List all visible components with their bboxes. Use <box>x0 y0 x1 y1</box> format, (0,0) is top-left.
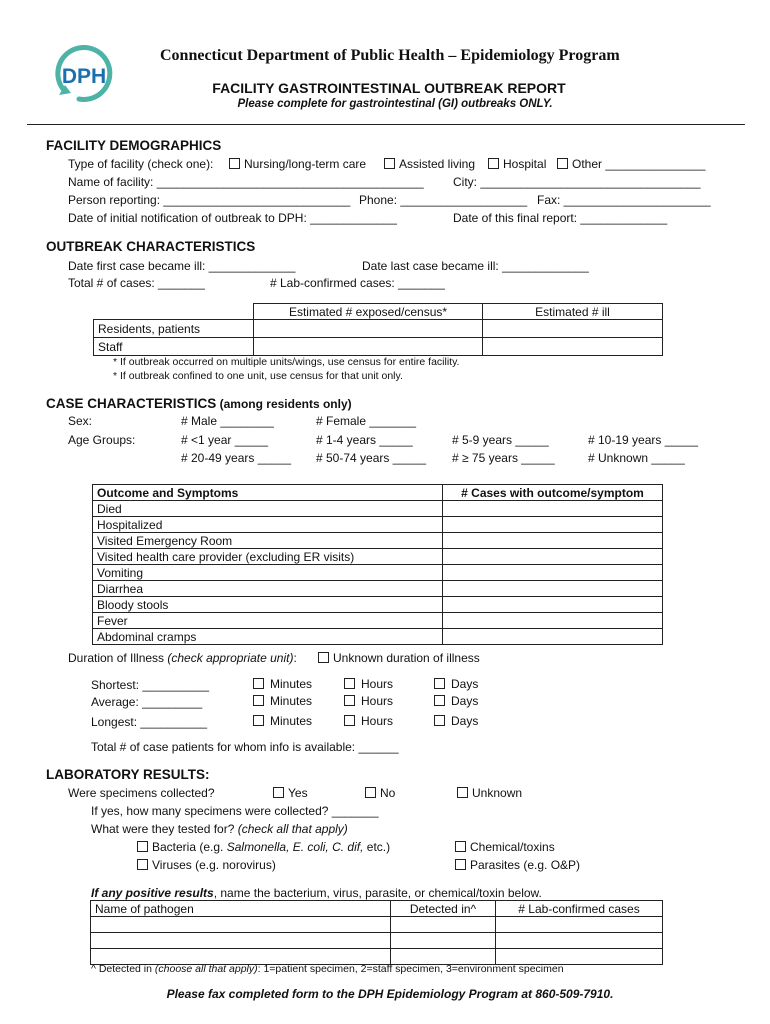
checkbox[interactable] <box>557 158 568 169</box>
checkbox[interactable] <box>455 859 466 870</box>
notification-date-field[interactable]: Date of initial notification of outbreak to DPH: _____________ <box>68 211 397 225</box>
table-input-cell[interactable] <box>91 933 391 949</box>
checkbox[interactable] <box>365 787 376 798</box>
age-field[interactable]: # Unknown _____ <box>588 451 685 465</box>
facility-name-field[interactable]: Name of facility: ________________________________________ <box>68 175 424 189</box>
table-header: # Lab-confirmed cases <box>496 901 663 917</box>
lab-heading: LABORATORY RESULTS: <box>46 767 210 782</box>
total-info-field[interactable]: Total # of case patients for whom info is available: ______ <box>91 740 399 754</box>
table-cell <box>94 304 254 320</box>
female-count-field[interactable]: # Female _______ <box>316 414 417 428</box>
checkbox[interactable] <box>488 158 499 169</box>
male-count-field[interactable]: # Male ________ <box>181 414 274 428</box>
checkbox[interactable] <box>137 859 148 870</box>
specimens-unknown-option[interactable]: Unknown <box>457 786 522 800</box>
checkbox[interactable] <box>434 678 445 689</box>
checkbox[interactable] <box>273 787 284 798</box>
table-input-cell[interactable] <box>443 549 663 565</box>
option-hospital[interactable]: Hospital <box>488 157 546 171</box>
table-row <box>94 320 663 338</box>
svg-text:DPH: DPH <box>61 65 107 88</box>
unit-hours-option[interactable]: Hours <box>344 694 393 708</box>
age-field[interactable]: # 10-19 years _____ <box>588 433 699 447</box>
option-other[interactable]: Other _______________ <box>557 157 705 171</box>
table-input-cell[interactable] <box>443 613 663 629</box>
report-title: FACILITY GASTROINTESTINAL OUTBREAK REPORT <box>212 80 566 96</box>
phone-field[interactable]: Phone: ___________________ <box>359 193 528 207</box>
specimens-yes-option[interactable]: Yes <box>273 786 308 800</box>
census-note-2: * If outbreak confined to one unit, use census for that unit only. <box>113 370 403 382</box>
table-header: Estimated # exposed/census* <box>254 304 483 320</box>
age-field[interactable]: # 50-74 years _____ <box>316 451 427 465</box>
facility-type-label: Type of facility (check one): <box>68 157 214 171</box>
table-input-cell[interactable] <box>483 338 663 356</box>
person-reporting-field[interactable]: Person reporting: ____________________________ <box>68 193 351 207</box>
table-row <box>93 613 663 629</box>
fax-instruction: Please fax completed form to the DPH Epidemiology Program at 860-509-7910. <box>166 987 614 1001</box>
checkbox[interactable] <box>457 787 468 798</box>
table-cell: Vomiting <box>93 565 443 581</box>
document-title: Connecticut Department of Public Health – Epidemiology Program <box>160 47 620 64</box>
unit-hours-option[interactable]: Hours <box>344 714 393 728</box>
test-parasites-option[interactable]: Parasites (e.g. O&P) <box>455 858 580 872</box>
outbreak-heading: OUTBREAK CHARACTERISTICS <box>46 239 256 254</box>
checkbox[interactable] <box>318 652 329 663</box>
table-row <box>91 933 663 949</box>
first-case-date-field[interactable]: Date first case became ill: _____________ <box>68 259 296 273</box>
table-row <box>94 338 663 356</box>
age-field[interactable]: # 20-49 years _____ <box>181 451 292 465</box>
table-input-cell[interactable] <box>443 597 663 613</box>
test-bacteria-option[interactable]: Bacteria (e.g. Salmonella, E. coli, C. dif, etc.) <box>137 840 390 854</box>
census-note-1: * If outbreak occurred on multiple units/wings, use census for entire facility. <box>113 356 460 368</box>
fax-field[interactable]: Fax: ______________________ <box>537 193 711 207</box>
checkbox[interactable] <box>253 678 264 689</box>
table-row <box>93 485 663 501</box>
checkbox[interactable] <box>344 695 355 706</box>
table-row-label: Staff <box>94 338 254 356</box>
total-cases-field[interactable]: Total # of cases: _______ <box>68 276 205 290</box>
unit-days-option[interactable]: Days <box>434 694 478 708</box>
longest-duration-field[interactable]: Longest: __________ <box>91 715 208 729</box>
table-row <box>91 917 663 933</box>
table-input-cell[interactable] <box>496 933 663 949</box>
table-cell: Visited health care provider (excluding ER visits) <box>93 549 443 565</box>
table-row <box>93 533 663 549</box>
table-row <box>93 549 663 565</box>
table-row-label: Residents, patients <box>94 320 254 338</box>
table-input-cell[interactable] <box>254 320 483 338</box>
table-cell: Visited Emergency Room <box>93 533 443 549</box>
table-input-cell[interactable] <box>443 581 663 597</box>
table-input-cell[interactable] <box>443 517 663 533</box>
table-row <box>93 501 663 517</box>
checkbox[interactable] <box>137 841 148 852</box>
pathogen-table <box>90 900 663 965</box>
option-nursing[interactable]: Nursing/long-term care <box>229 157 366 171</box>
table-input-cell[interactable] <box>443 533 663 549</box>
table-header: # Cases with outcome/symptom <box>443 485 663 501</box>
table-row <box>93 517 663 533</box>
test-chemical-option[interactable]: Chemical/toxins <box>455 840 555 854</box>
table-row <box>93 629 663 645</box>
table-header: Estimated # ill <box>483 304 663 320</box>
checkbox[interactable] <box>253 715 264 726</box>
table-row <box>93 565 663 581</box>
table-input-cell[interactable] <box>91 917 391 933</box>
table-input-cell[interactable] <box>496 917 663 933</box>
table-cell: Diarrhea <box>93 581 443 597</box>
header-divider <box>27 124 745 125</box>
unit-minutes-option[interactable]: Minutes <box>253 694 312 708</box>
duration-label: Duration of Illness (check appropriate unit): <box>68 651 297 665</box>
tested-for-label: What were they tested for? (check all that apply) <box>91 822 348 836</box>
table-input-cell[interactable] <box>254 338 483 356</box>
table-cell: Abdominal cramps <box>93 629 443 645</box>
table-cell: Died <box>93 501 443 517</box>
table-cell: Bloody stools <box>93 597 443 613</box>
unit-hours-option[interactable]: Hours <box>344 677 393 691</box>
table-input-cell[interactable] <box>391 933 496 949</box>
age-field[interactable]: # 1-4 years _____ <box>316 433 413 447</box>
unit-minutes-option[interactable]: Minutes <box>253 677 312 691</box>
table-input-cell[interactable] <box>443 565 663 581</box>
final-report-date-field[interactable]: Date of this final report: _____________ <box>453 211 668 225</box>
city-field[interactable]: City: _________________________________ <box>453 175 701 189</box>
dph-logo <box>49 45 119 105</box>
lab-confirmed-field[interactable]: # Lab-confirmed cases: _______ <box>270 276 445 290</box>
average-duration-field[interactable]: Average: _________ <box>91 695 203 709</box>
table-row <box>94 304 663 320</box>
report-instruction: Please complete for gastrointestinal (GI) outbreaks ONLY. <box>237 98 553 110</box>
detected-in-footnote: ^ Detected in (choose all that apply): 1=patient specimen, 2=staff specimen, 3=environment specimen <box>91 963 564 975</box>
unit-days-option[interactable]: Days <box>434 677 478 691</box>
table-row <box>93 581 663 597</box>
age-field[interactable]: # <1 year _____ <box>181 433 269 447</box>
checkbox[interactable] <box>384 158 395 169</box>
option-assisted-living[interactable]: Assisted living <box>384 157 475 171</box>
table-input-cell[interactable] <box>443 629 663 645</box>
table-header: Outcome and Symptoms <box>93 485 443 501</box>
unit-days-option[interactable]: Days <box>434 714 478 728</box>
age-field[interactable]: # 5-9 years _____ <box>452 433 549 447</box>
table-row <box>91 901 663 917</box>
checkbox[interactable] <box>253 695 264 706</box>
checkbox[interactable] <box>434 715 445 726</box>
census-table <box>93 303 663 356</box>
checkbox[interactable] <box>434 695 445 706</box>
table-cell: Fever <box>93 613 443 629</box>
age-groups-label: Age Groups: <box>68 433 136 447</box>
checkbox[interactable] <box>344 715 355 726</box>
sex-label: Sex: <box>68 414 93 428</box>
shortest-duration-field[interactable]: Shortest: __________ <box>91 678 210 692</box>
outcome-table <box>92 484 663 645</box>
age-field[interactable]: # ≥ 75 years _____ <box>452 451 555 465</box>
specimens-no-option[interactable]: No <box>365 786 395 800</box>
table-input-cell[interactable] <box>443 501 663 517</box>
last-case-date-field[interactable]: Date last case became ill: _____________ <box>362 259 589 273</box>
checkbox[interactable] <box>229 158 240 169</box>
table-header: Name of pathogen <box>91 901 391 917</box>
demographics-heading: FACILITY DEMOGRAPHICS <box>46 138 222 153</box>
checkbox[interactable] <box>344 678 355 689</box>
test-viruses-option[interactable]: Viruses (e.g. norovirus) <box>137 858 276 872</box>
specimens-collected-label: Were specimens collected? <box>68 786 215 800</box>
cases-heading: CASE CHARACTERISTICS (among residents only) <box>46 396 352 411</box>
table-input-cell[interactable] <box>391 917 496 933</box>
table-input-cell[interactable] <box>483 320 663 338</box>
table-header: Detected in^ <box>391 901 496 917</box>
checkbox[interactable] <box>455 841 466 852</box>
positive-results-instruction: If any positive results, name the bacterium, virus, parasite, or chemical/toxin below. <box>91 886 542 900</box>
specimen-count-field[interactable]: If yes, how many specimens were collected? _______ <box>91 804 379 818</box>
unit-minutes-option[interactable]: Minutes <box>253 714 312 728</box>
table-row <box>93 597 663 613</box>
table-cell: Hospitalized <box>93 517 443 533</box>
unknown-duration-option[interactable]: Unknown duration of illness <box>318 651 480 665</box>
